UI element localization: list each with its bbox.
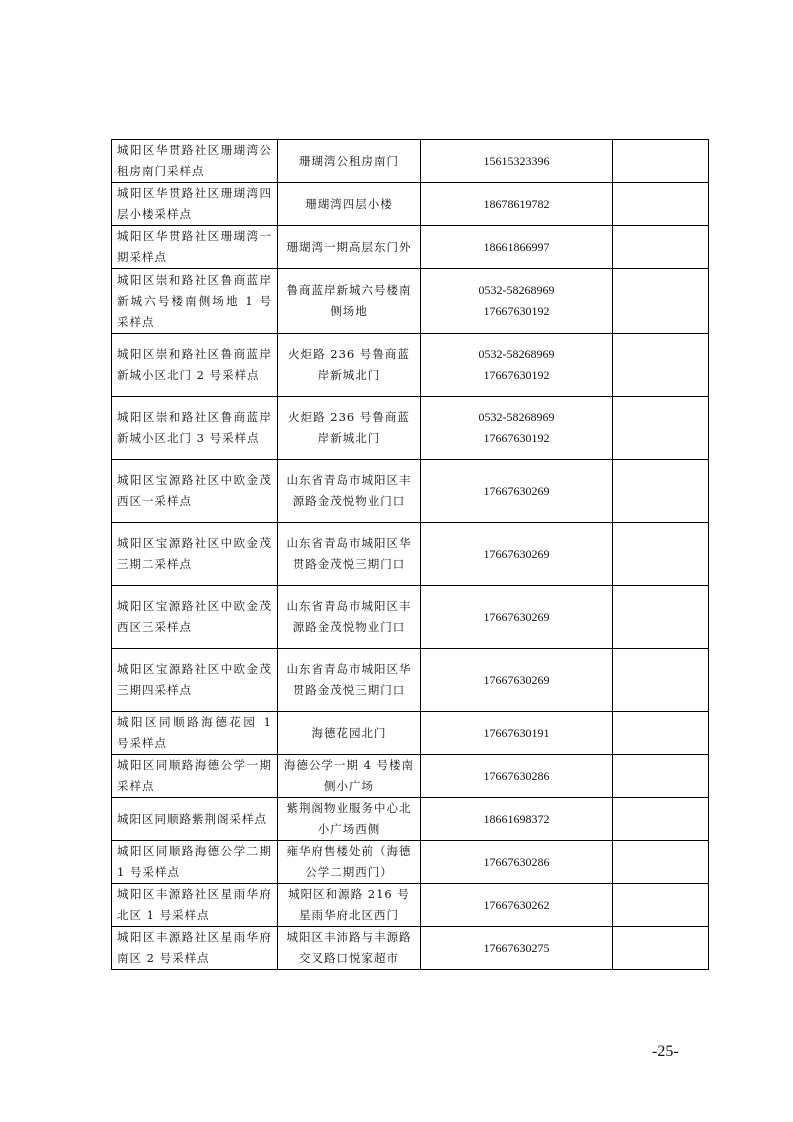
sampling-point-name: 城阳区华贯路社区珊瑚湾四层小楼采样点: [112, 183, 278, 226]
note-cell: [613, 841, 709, 884]
sampling-point-name: 城阳区华贯路社区珊瑚湾一期采样点: [112, 226, 278, 269]
table-row: [112, 884, 709, 927]
sampling-point-address: 山东省青岛市城阳区丰源路金茂悦物业门口: [278, 460, 421, 523]
sampling-point-address: 火炬路 236 号鲁商蓝岸新城北门: [278, 397, 421, 460]
note-cell: [613, 755, 709, 798]
table-row: [112, 460, 709, 523]
sampling-point-address: 紫荆阁物业服务中心北小广场西侧: [278, 798, 421, 841]
contact-phone: 15615323396: [483, 153, 550, 168]
contact-phone-cell: [421, 140, 613, 183]
table-row: [112, 523, 709, 586]
table-row: [112, 586, 709, 649]
sampling-point-name: 城阳区同顺路海德公学二期 1 号采样点: [112, 841, 278, 884]
contact-phone: 17667630286: [483, 854, 550, 869]
sampling-point-address: 城阳区和源路 216 号星雨华府北区西门: [278, 884, 421, 927]
note-cell: [613, 523, 709, 586]
contact-phone: 17667630262: [483, 897, 550, 912]
table-row: [112, 712, 709, 755]
table-body: [112, 140, 709, 970]
sampling-point-name: 城阳区宝源路社区中欧金茂西区一采样点: [112, 460, 278, 523]
sampling-point-address: 山东省青岛市城阳区华贯路金茂悦三期门口: [278, 523, 421, 586]
table-row: [112, 755, 709, 798]
table-row: [112, 334, 709, 397]
note-cell: [613, 334, 709, 397]
contact-phone: 17667630286: [483, 768, 550, 783]
contact-phone-cell: [421, 523, 613, 586]
contact-phone-cell: [421, 460, 613, 523]
contact-phone: 17667630192: [483, 304, 550, 318]
sampling-point-name: 城阳区华贯路社区珊瑚湾公租房南门采样点: [112, 140, 278, 183]
sampling-point-name: 城阳区丰源路社区星雨华府南区 2 号采样点: [112, 927, 278, 970]
sampling-point-name: 城阳区崇和路社区鲁商蓝岸新城小区北门 2 号采样点: [112, 334, 278, 397]
contact-phone: 17667630191: [483, 725, 550, 740]
contact-phone: 17667630269: [483, 609, 550, 624]
contact-phone-cell: [421, 397, 613, 460]
table-row: [112, 183, 709, 226]
contact-phone-cell: [421, 269, 613, 334]
sampling-point-address: 雍华府售楼处前（海德公学二期西门）: [278, 841, 421, 884]
note-cell: [613, 586, 709, 649]
sampling-point-name: 城阳区宝源路社区中欧金茂西区三采样点: [112, 586, 278, 649]
contact-phone-cell: [421, 226, 613, 269]
contact-phone: 17667630192: [483, 431, 550, 445]
sampling-point-address: 山东省青岛市城阳区丰源路金茂悦物业门口: [278, 586, 421, 649]
contact-phone-cell: [421, 586, 613, 649]
contact-phone-cell: [421, 927, 613, 970]
sampling-point-name: 城阳区同顺路紫荆阁采样点: [112, 798, 278, 841]
note-cell: [613, 884, 709, 927]
contact-phone: 17667630269: [483, 546, 550, 561]
contact-phone: 17667630269: [483, 672, 550, 687]
sampling-point-name: 城阳区同顺路海德花园 1 号采样点: [112, 712, 278, 755]
note-cell: [613, 927, 709, 970]
contact-phone-cell: [421, 755, 613, 798]
note-cell: [613, 798, 709, 841]
sampling-point-address: 山东省青岛市城阳区华贯路金茂悦三期门口: [278, 649, 421, 712]
sampling-point-address: 鲁商蓝岸新城六号楼南侧场地: [278, 269, 421, 334]
sampling-point-name: 城阳区宝源路社区中欧金茂三期二采样点: [112, 523, 278, 586]
table-row: [112, 140, 709, 183]
contact-phone: 0532-58268969: [478, 347, 555, 361]
table-row: [112, 841, 709, 884]
note-cell: [613, 183, 709, 226]
contact-phone-cell: [421, 649, 613, 712]
sampling-point-address: 珊瑚湾公租房南门: [278, 140, 421, 183]
table-row: [112, 269, 709, 334]
sampling-point-address: 城阳区丰沛路与丰源路交叉路口悦家超市: [278, 927, 421, 970]
table-row: [112, 397, 709, 460]
page-number: -25-: [652, 1043, 679, 1060]
note-cell: [613, 269, 709, 334]
note-cell: [613, 226, 709, 269]
contact-phone-cell: [421, 183, 613, 226]
sampling-point-address: 海德公学一期 4 号楼南侧小广场: [278, 755, 421, 798]
contact-phone: 0532-58268969: [478, 410, 555, 424]
contact-phone: 17667630275: [483, 940, 550, 955]
note-cell: [613, 140, 709, 183]
contact-phone-cell: [421, 712, 613, 755]
contact-phone-cell: [421, 841, 613, 884]
sampling-point-name: 城阳区丰源路社区星雨华府北区 1 号采样点: [112, 884, 278, 927]
table-row: [112, 649, 709, 712]
table-row: [112, 798, 709, 841]
contact-phone-cell: [421, 334, 613, 397]
contact-phone-cell: [421, 884, 613, 927]
contact-phone: 18661866997: [483, 239, 550, 254]
contact-phone: 17667630192: [483, 368, 550, 382]
sampling-point-name: 城阳区崇和路社区鲁商蓝岸新城小区北门 3 号采样点: [112, 397, 278, 460]
sampling-point-address: 火炬路 236 号鲁商蓝岸新城北门: [278, 334, 421, 397]
contact-phone: 18678619782: [483, 196, 550, 211]
table-row: [112, 226, 709, 269]
note-cell: [613, 460, 709, 523]
sampling-points-table: [111, 139, 709, 970]
contact-phone: 17667630269: [483, 483, 550, 498]
sampling-point-name: 城阳区宝源路社区中欧金茂三期四采样点: [112, 649, 278, 712]
note-cell: [613, 712, 709, 755]
contact-phone: 18661698372: [483, 811, 550, 826]
contact-phone-cell: [421, 798, 613, 841]
sampling-point-name: 城阳区崇和路社区鲁商蓝岸新城六号楼南侧场地 1 号采样点: [112, 269, 278, 334]
sampling-point-name: 城阳区同顺路海德公学一期采样点: [112, 755, 278, 798]
sampling-point-address: 海德花园北门: [278, 712, 421, 755]
table-row: [112, 927, 709, 970]
note-cell: [613, 649, 709, 712]
sampling-point-address: 珊瑚湾一期高层东门外: [278, 226, 421, 269]
contact-phone: 0532-58268969: [478, 283, 555, 297]
sampling-point-address: 珊瑚湾四层小楼: [278, 183, 421, 226]
note-cell: [613, 397, 709, 460]
